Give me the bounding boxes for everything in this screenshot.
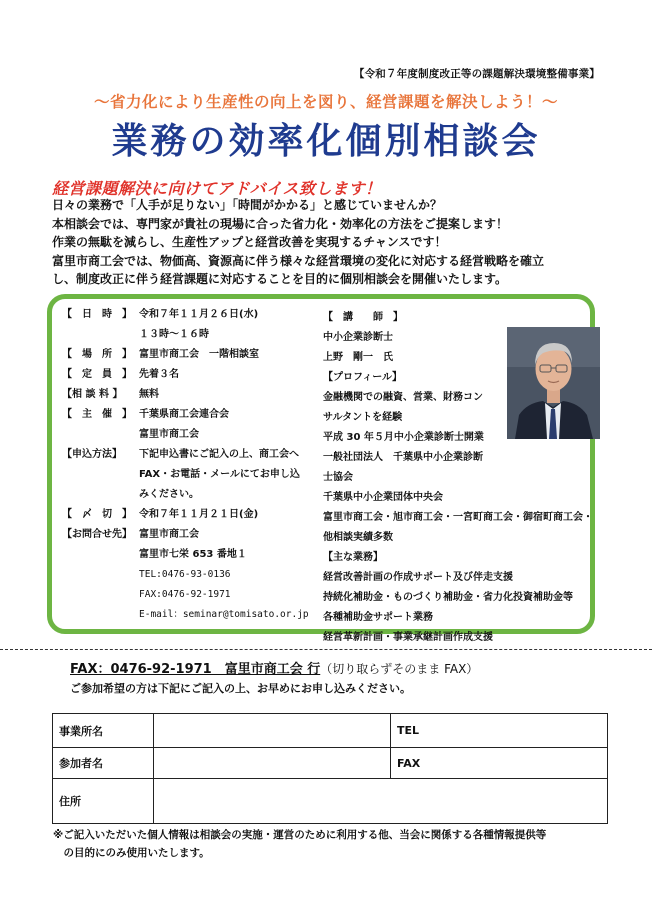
contact-email: E-mail：seminar@tomisato.or.jp: [139, 609, 309, 620]
profile-line: 千葉県中小企業団体中央会: [323, 492, 443, 503]
work-line: 経営改善計画の作成サポート及び伴走支援: [323, 572, 513, 583]
date-value: 令和７年１１月２６日(水): [139, 309, 259, 320]
profile-line: 他相談実績多数: [323, 532, 393, 543]
project-name: 【令和７年度制度改正等の課題解決環境整備事業】: [353, 68, 600, 80]
profile-line: 士協会: [323, 472, 353, 483]
lecturer-title: 中小企業診断士: [323, 332, 393, 343]
subtitle: ～省力化により生産性の向上を図り、経営課題を解決しよう！～: [93, 93, 558, 111]
date-label: 【 日 時 】: [62, 309, 132, 320]
page-title: 業務の効率化個別相談会: [111, 121, 541, 162]
profile-line: 金融機関での融資、営業、財務コン: [323, 392, 483, 403]
work-line: 持続化補助金・ものづくり補助金・省力化投資補助金等: [323, 592, 573, 603]
fax-note: （切り取らずそのまま FAX）: [320, 662, 479, 676]
contact-fax: FAX:0476-92-1971: [139, 589, 231, 600]
host-value: 富里市商工会: [139, 429, 199, 440]
place-label: 【 場 所 】: [62, 349, 132, 360]
cut-line: [0, 649, 652, 650]
deadline-label: 【 〆 切 】: [62, 509, 132, 520]
host-value: 千葉県商工会連合会: [139, 409, 229, 420]
company-input[interactable]: [154, 714, 391, 748]
apply-value: 下記申込書にご記入の上、商工会へ: [139, 449, 299, 460]
profile-line: 平成 30 年５月中小企業診断士開業: [323, 432, 484, 443]
address-input[interactable]: [154, 779, 608, 824]
apply-value: FAX・お電話・メールにてお申し込: [139, 469, 300, 480]
participant-input[interactable]: [154, 748, 391, 779]
lecturer-label: 【 講 師 】: [323, 312, 403, 323]
intro-line: 日々の業務で「人手が足りない」「時間がかかる」と感じていませんか？: [52, 198, 443, 212]
application-form: [52, 713, 608, 824]
tel-input[interactable]: [453, 714, 608, 748]
work-line: 経営革新計画・事業承継計画作成支援: [323, 632, 493, 643]
capacity-value: 先着３名: [139, 369, 179, 380]
intro-line: 富里市商工会では、物価高、資源高に伴う様々な経営環境の変化に対応する経営戦略を確立: [52, 253, 545, 268]
fax-label: FAX: [391, 748, 454, 779]
time-value: １３時～１６時: [139, 329, 209, 340]
company-label: 事業所名: [53, 714, 154, 748]
participant-label: 参加者名: [53, 748, 154, 779]
deadline-value: 令和７年１１月２１日(金): [139, 509, 259, 520]
privacy-line: の目的にのみ使用いたします。: [53, 847, 210, 859]
intro-line: し、制度改正に伴う経営課題に対応することを目的に個別相談会を開催いたします。: [52, 272, 508, 286]
profile-label: 【プロフィール】: [323, 372, 402, 383]
fax-input[interactable]: [453, 748, 608, 779]
form-instruction: ご参加希望の方は下記にご記入の上、お早めにお申し込みください。: [70, 682, 411, 695]
profile-line: 一般社団法人 千葉県中小企業診断: [323, 452, 483, 463]
privacy-line: ※ご記入いただいた個人情報は相談会の実施・運営のために利用する他、当会に関係する各種情報提供等: [53, 829, 547, 841]
place-value: 富里市商工会 一階相談室: [139, 349, 259, 360]
fee-value: 無料: [139, 389, 159, 400]
privacy-note: [53, 826, 613, 862]
intro-line: 作業の無駄を減らし、生産性アップと経営改善を実現するチャンスです！: [52, 235, 447, 249]
address-label: 住所: [53, 779, 154, 824]
contact-label: 【お問合せ先】: [62, 529, 132, 540]
capacity-label: 【 定 員 】: [62, 369, 132, 380]
work-line: 各種補助金サポート業務: [323, 612, 433, 623]
intro-line: 本相談会では、専門家が貴社の現場に合った省力化・効率化の方法をご提案します！: [52, 216, 509, 231]
tagline: 経営課題解決に向けてアドバイス致します！: [52, 179, 382, 198]
host-label: 【 主 催 】: [62, 409, 132, 420]
work-label: 【主な業務】: [323, 552, 383, 563]
lecturer-photo: [507, 327, 600, 439]
apply-value: みください。: [139, 489, 199, 500]
profile-line: 富里市商工会・旭市商工会・一宮町商工会・御宿町商工会・: [323, 512, 593, 523]
fee-label: 【相 談 料 】: [62, 389, 123, 400]
contact-tel: TEL:0476-93-0136: [139, 569, 231, 580]
profile-line: サルタントを経験: [323, 412, 403, 423]
contact-address: 富里市七栄 653 番地１: [139, 549, 247, 560]
contact-value: 富里市商工会: [139, 529, 199, 540]
apply-label: 【申込方法】: [62, 449, 122, 460]
fax-heading: [70, 658, 478, 677]
intro-text: [52, 196, 612, 289]
lecturer-name: 上野 剛一 氏: [323, 352, 393, 363]
tel-label: TEL: [391, 714, 454, 748]
fax-number: FAX：0476-92-1971 富里市商工会 行: [70, 662, 321, 677]
